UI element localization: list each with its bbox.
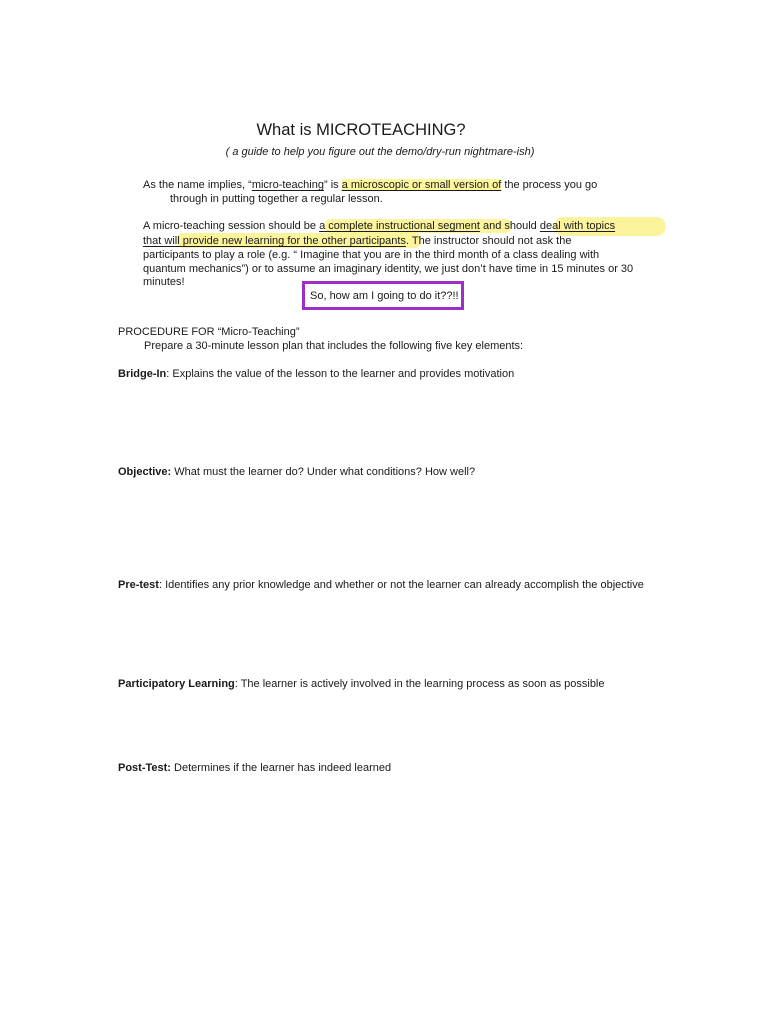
highlight-microscopic: a microscopic or small version of — [341, 179, 502, 191]
para2-text: and should — [479, 220, 540, 232]
para2-text: that will — [143, 235, 183, 247]
highlight-complete-segment: a complete instructional segment — [319, 220, 480, 232]
callout-box — [302, 281, 464, 310]
para2-text: ticipants — [365, 235, 406, 247]
element-label: Objective: — [118, 466, 172, 478]
element-text: Determines if the learner has indeed learned — [174, 762, 392, 774]
element-label: Bridge-In — [118, 368, 167, 380]
para1-line1 — [143, 178, 597, 192]
element-participatory-learning — [118, 678, 605, 690]
callout-text: So, how am I going to do it??!! — [310, 290, 459, 302]
para2-text: A micro-teaching session should be — [143, 220, 320, 232]
highlight-deal-with-topics: deal with topics — [539, 220, 616, 232]
para1-text: the process you go — [501, 179, 598, 191]
element-label: Pre-test — [118, 579, 159, 591]
para2-line1 — [143, 219, 615, 233]
para2-line5: minutes! — [143, 276, 185, 288]
para2-text: . The instructor should not ask the — [405, 235, 572, 247]
element-bridge-in — [118, 368, 514, 380]
element-sep: : — [158, 579, 166, 591]
para1-text: ” is — [323, 179, 342, 191]
element-sep: : — [234, 678, 241, 690]
procedure-heading: PROCEDURE FOR “Micro-Teaching” — [118, 326, 300, 338]
element-label: Post-Test: — [118, 762, 171, 774]
para2-line3: participants to play a role (e.g. “ Imagine that you are in the third month of a class dealing with — [143, 249, 600, 261]
element-sep: : — [166, 368, 173, 380]
element-label: Participatory Learning — [118, 678, 235, 690]
element-objective — [118, 466, 475, 478]
para1-text: As the name implies, “ — [143, 179, 252, 191]
para1-line2: through in putting together a regular lesson. — [170, 193, 383, 205]
page-title: What is MICROTEACHING? — [256, 121, 466, 139]
element-text: The learner is actively involved in the learning process as soon as possible — [240, 678, 605, 690]
element-text: What must the learner do? Under what conditions? How well? — [174, 466, 476, 478]
procedure-intro: Prepare a 30-minute lesson plan that includes the following five key elements: — [144, 340, 524, 352]
element-text: Identifies any prior knowledge and whether or not the learner can already accomplish the objective — [165, 579, 644, 591]
page-subtitle: ( a guide to help you figure out the demo/dry-run nightmare-ish) — [225, 146, 535, 158]
micro-teaching-underlined: micro-teaching — [251, 179, 324, 191]
element-pre-test — [118, 579, 644, 591]
element-text: Explains the value of the lesson to the learner and provides motivation — [172, 368, 515, 380]
element-post-test — [118, 762, 391, 774]
highlight-new-learning: provide new learning for the other par — [182, 235, 366, 247]
para2-line2 — [143, 234, 571, 248]
para2-line4: quantum mechanics”) or to assume an imaginary identity, we just don’t have time in 15 minutes or 30 — [143, 263, 634, 275]
